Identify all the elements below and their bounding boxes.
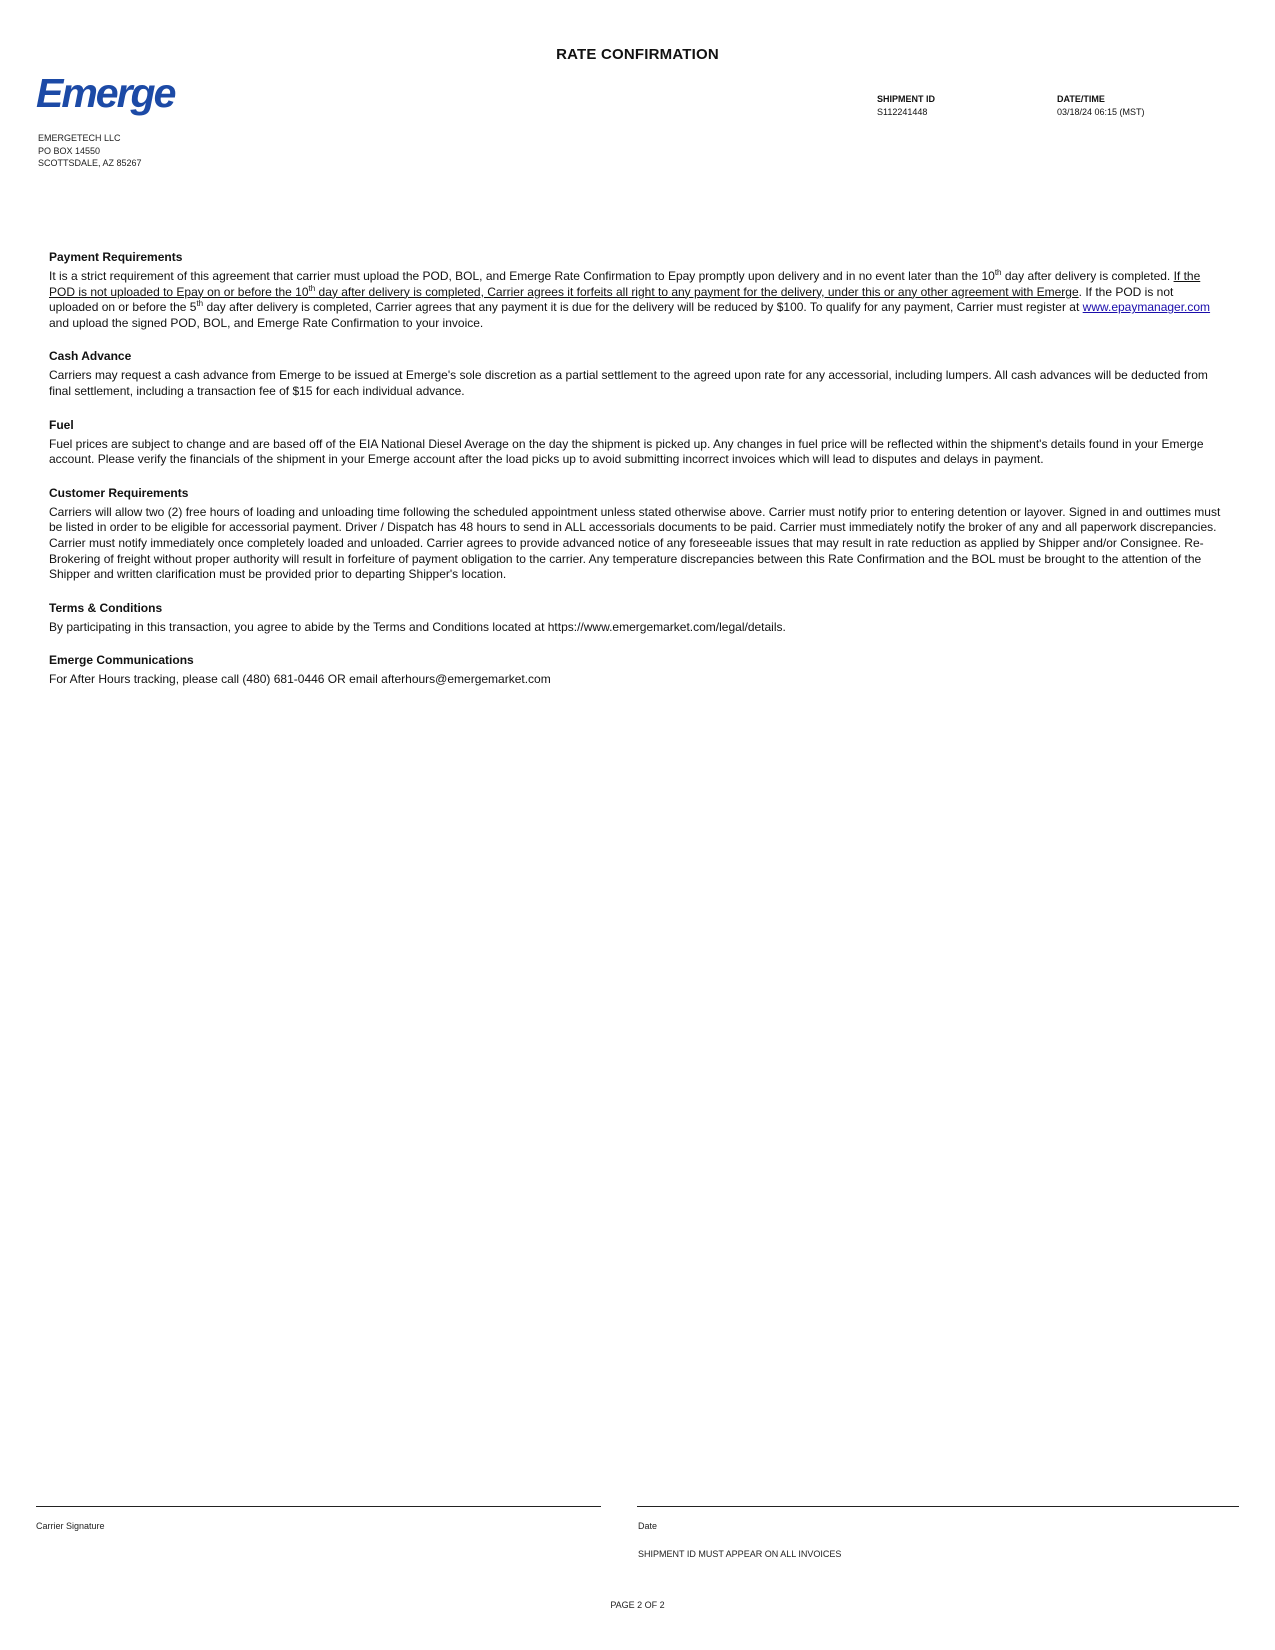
company-address [38,132,142,170]
section-heading: Payment Requirements [49,250,183,264]
payment-requirements-text [49,269,1226,331]
shipment-id-block [877,93,935,118]
cash-advance-section [49,349,1226,399]
section-heading: Cash Advance [49,349,132,364]
payment-text-part: day after delivery is completed. [1001,269,1174,283]
payment-text-part: and upload the signed POD, BOL, and Emerge Rate Confirmation to your invoice. [49,315,484,330]
document-title: RATE CONFIRMATION [556,46,719,63]
payment-text-part: . If the POD is not uploaded on or before the 5 [49,284,1174,315]
emerge-logo: Emerge [36,70,175,116]
datetime-block [1057,93,1145,118]
date-signature-line [637,1506,1239,1507]
company-name: EMERGETECH LLC [38,133,121,143]
forfeit-text-part: If the POD is not uploaded to Epay on or before the 10 [49,269,1201,299]
fuel-text: Fuel prices are subject to change and are based off of the EIA National Diesel Average on the day the shipment is picked up. Any changes in fuel price will be reflected within the shipment's details found in your Emerge account. Please verify the financials of the shipment in your Emerge account after the load picks up to avoid submitting incorrect invoices which will lead to disputes and delays in payment. [49,436,1204,467]
ordinal-suffix: th [994,268,1002,277]
invoice-notice: SHIPMENT ID MUST APPEAR ON ALL INVOICES [638,1549,842,1559]
carrier-signature-label: Carrier Signature [36,1521,105,1531]
payment-text-part: It is a strict requirement of this agreement that carrier must upload the POD, BOL, and Emerge Rate Confirmation to Epay promptly upon delivery and in no event later than the 10 [49,269,995,283]
customer-requirements-text: Carriers will allow two (2) free hours of loading and unloading time following the scheduled appointment unless stated otherwise above. Carrier must notify prior to entering detention or layover. Signed in and outtimes must be listed in order to be eligible for accessorial payment. Driver / Dispatch has 48 hours to send in ALL accessorials documents to be paid. Carrier must immediately notify the broker of any and all paperwork discrepancies. Carrier must notify immediately once completely loaded and unloaded. Carrier agrees to provide advanced notice of any foreseeable issues that may result in rate reduction as applied by Shipper and/or Consignee. Re-Brokering of freight without proper authority will result in forfeiture of payment obligation to the carrier. Any temperature discrepancies between this Rate Confirmation and the BOL must be brought to the attention of the Shipper and written clarification must be provided prior to departing Shipper's location. [49,504,1221,582]
payment-text-part: day after delivery is completed, Carrier agrees that any payment it is due for the delivery will be reduced by $100. To qualify for any payment, Carrier must register at [203,300,1083,315]
shipment-id-value: S112241448 [877,106,928,117]
ordinal-suffix: th [196,299,204,309]
address-line-2: SCOTTSDALE, AZ 85267 [38,158,142,169]
address-line-1: PO BOX 14550 [38,145,101,156]
datetime-value: 03/18/24 06:15 (MST) [1057,106,1145,117]
epaymanager-link[interactable]: www.epaymanager.com [1082,300,1211,315]
section-heading: Customer Requirements [49,485,189,500]
section-heading: Emerge Communications [49,653,194,668]
section-heading: Fuel [49,417,74,432]
date-label: Date [638,1521,658,1531]
section-heading: Terms & Conditions [49,600,163,615]
terms-content [49,250,1226,706]
emerge-communications-section [49,653,1226,688]
page-number: PAGE 2 OF 2 [610,1600,665,1610]
payment-requirements-section [49,250,1226,331]
fuel-section [49,418,1226,468]
carrier-signature-line [36,1506,601,1507]
terms-conditions-text: By participating in this transaction, you agree to abide by the Terms and Conditions located at https://www.emergemarket.com/legal/details. [49,619,786,634]
forfeit-text-part: day after delivery is completed, Carrier agrees it forfeits all right to any payment for the delivery, under this or any other agreement with Emerge [315,284,1079,299]
cash-advance-text: Carriers may request a cash advance from Emerge to be issued at Emerge's sole discretion as a partial settlement to the agreed upon rate for any accessorial, including lumpers. All cash advances will be deducted from final settlement, including a transaction fee of $15 for each individual advance. [49,368,1208,398]
ordinal-suffix: th [308,283,316,293]
datetime-label: DATE/TIME [1057,94,1105,104]
terms-conditions-section [49,601,1226,636]
shipment-id-label: SHIPMENT ID [877,94,936,104]
customer-requirements-section [49,486,1226,583]
communications-text: For After Hours tracking, please call (480) 681-0446 OR email afterhours@emergemarket.com [49,672,551,687]
